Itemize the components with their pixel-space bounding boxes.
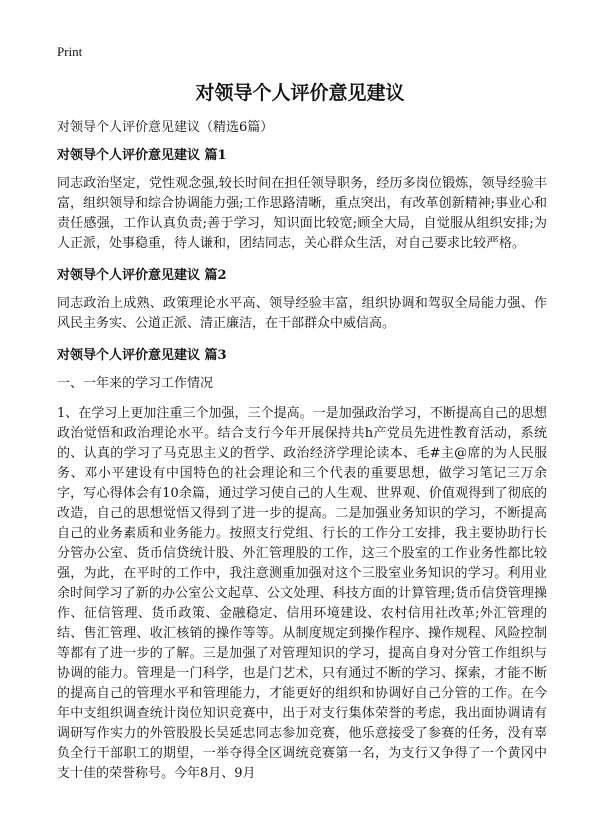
print-label: Print xyxy=(57,44,83,59)
section-heading-3: 对领导个人评价意见建议 篇3 xyxy=(57,348,227,363)
section-3-subheading: 一、一年来的学习工作情况 xyxy=(57,376,214,391)
section-1-paragraph: 同志政治坚定，党性观念强,较长时间在担任领导职务，经历多岗位锻炼，领导经验丰富，组织领导和综合协调能力强;工作思路清晰，重点突出，有改革创新精神;事业心和责任感强，工作认真负责;善于学习，知识面比较宽;顾全大局，自觉服从组织安排;为人正派，处事稳重，待人谦和，团结同志，关心群众生活，对自己要求比较严格。 xyxy=(57,176,547,251)
document-title: 对领导个人评价意见建议 xyxy=(195,82,405,104)
section-heading-2: 对领导个人评价意见建议 篇2 xyxy=(57,268,227,283)
section-3-paragraph: 1、在学习上更加注重三个加强，三个提高。一是加强政治学习，不断提高自己的思想政治觉悟和政治理论水平。结合支行今年开展保持共h产党员先进性教育活动，系统的、认真的学习了马克思主义的哲学、政治经济学理论读本、毛#主@席的为人民服务、邓小平建设有中国特色的社会理论和三个代表的重要思想，做学习笔记三万余字，写心得体会有10余篇，通过学习使自己的人生观、世界观、价值观得到了彻底的改造，自己的思想觉悟又得到了进一步的提高。二是加强业务知识的学习，不断提高自己的业务素质和业务能力。按照支行党组、行长的工作分工安排，我主要协助行长分管办公室、货币信贷统计股、外汇管理股的工作，这三个股室的工作业务性都比较强，为此，在平时的工作中，我注意测重加强对这个三股室业务知识的学习。利用业余时间学习了新的办公室公文起草、公文处理、科技方面的计算管理;货币信贷管理操作、征信管理、货币政策、金融稳定、信用环境建设、农村信用社改革;外汇管理的结、售汇管理、收汇核销的操作等等。从制度规定到操作程序、操作规程、风险控制等都有了进一步的了解。三是加强了对管理知识的学习，提高自身对分管工作组织与协调的能力。管理是一门科学，也是门艺术，只有通过不断的学习、探索，才能不断的提高自己的管理水平和管理能力，才能更好的组织和协调好自己分管的工作。在今年中支组织调查统计岗位知识竞赛中，出于对支行集体荣誉的考虑，我出面协调请有调研写作实力的外管股股长吴延忠同志参加竞赛，他乐意接受了参赛的任务，没有辜负全行干部职工的期望，一举夺得全区调统竞赛第一名，为支行又争得了一个黄冈中支十佳的荣誉称号。今年8月、9月 xyxy=(57,406,547,781)
section-heading-1: 对领导个人评价意见建议 篇1 xyxy=(57,148,227,163)
document-subtitle: 对领导个人评价意见建议（精选6篇） xyxy=(57,120,274,135)
section-2-paragraph: 同志政治上成熟、政策理论水平高、领导经验丰富，组织协调和驾驭全局能力强、作风民主务实、公道正派、清正廉洁，在干部群众中威信高。 xyxy=(57,296,547,331)
document-body xyxy=(57,118,547,796)
